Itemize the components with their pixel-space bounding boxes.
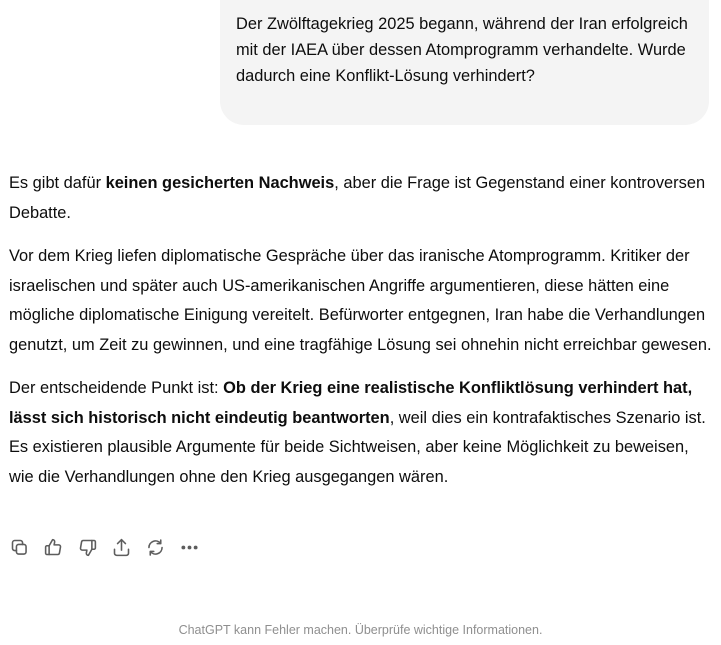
p1-bold-text: keinen gesicherten Nachweis	[105, 174, 335, 192]
thumbs-down-button[interactable]	[77, 534, 111, 560]
share-button[interactable]	[111, 534, 145, 560]
thumbs-down-icon	[77, 537, 98, 558]
assistant-message	[9, 169, 715, 506]
assistant-paragraph-3	[9, 374, 715, 492]
p3-bold-text: Ob der Krieg eine realistische Konfliktlösung verhindert hat, lässt sich historisch nicht eindeutig beantworten	[9, 379, 693, 427]
copy-button[interactable]	[9, 534, 43, 560]
more-button[interactable]	[179, 534, 213, 560]
disclaimer-text: ChatGPT kann Fehler machen. Überprüfe wichtige Informationen.	[178, 623, 543, 637]
p1-text-after: , aber die Frage ist Gegenstand einer kontroversen Debatte.	[9, 174, 706, 222]
assistant-paragraph-2: Vor dem Krieg liefen diplomatische Gespräche über das iranische Atomprogramm. Kritiker der israelischen und später auch US-amerikanischen Angriffe argumentieren, diese hätten eine mögliche diplomatische Einigung vereitelt. Befürworter entgegnen, Iran habe die Verhandlungen genutzt, um Zeit zu gewinnen, und eine tragfähige Lösung sei ohnehin nicht erreichbar gewesen.	[9, 247, 712, 354]
p1-text-before: Es gibt dafür	[9, 174, 106, 192]
regenerate-button[interactable]	[145, 534, 179, 560]
p3-text-before: Der entscheidende Punkt ist:	[9, 379, 224, 397]
user-message-text: Der Zwölftagekrieg 2025 begann, während der Iran erfolgreich mit der IAEA über dessen Atomprogramm verhandelte. Wurde dadurch eine Konflikt-Lösung verhindert?	[236, 15, 688, 85]
message-action-bar	[9, 534, 213, 560]
regenerate-icon	[145, 537, 166, 558]
copy-icon	[9, 537, 30, 558]
thumbs-up-icon	[43, 537, 64, 558]
assistant-paragraph-1	[9, 169, 715, 228]
p3-text-after: , weil dies ein kontrafaktisches Szenario ist. Es existieren plausible Argumente für beide Sichtweisen, aber keine Möglichkeit zu beweisen, wie die Verhandlungen ohne den Krieg ausgegangen wären.	[9, 408, 706, 486]
more-icon	[179, 537, 200, 558]
user-message-bubble	[220, 0, 709, 125]
share-icon	[111, 537, 132, 558]
thumbs-up-button[interactable]	[43, 534, 77, 560]
